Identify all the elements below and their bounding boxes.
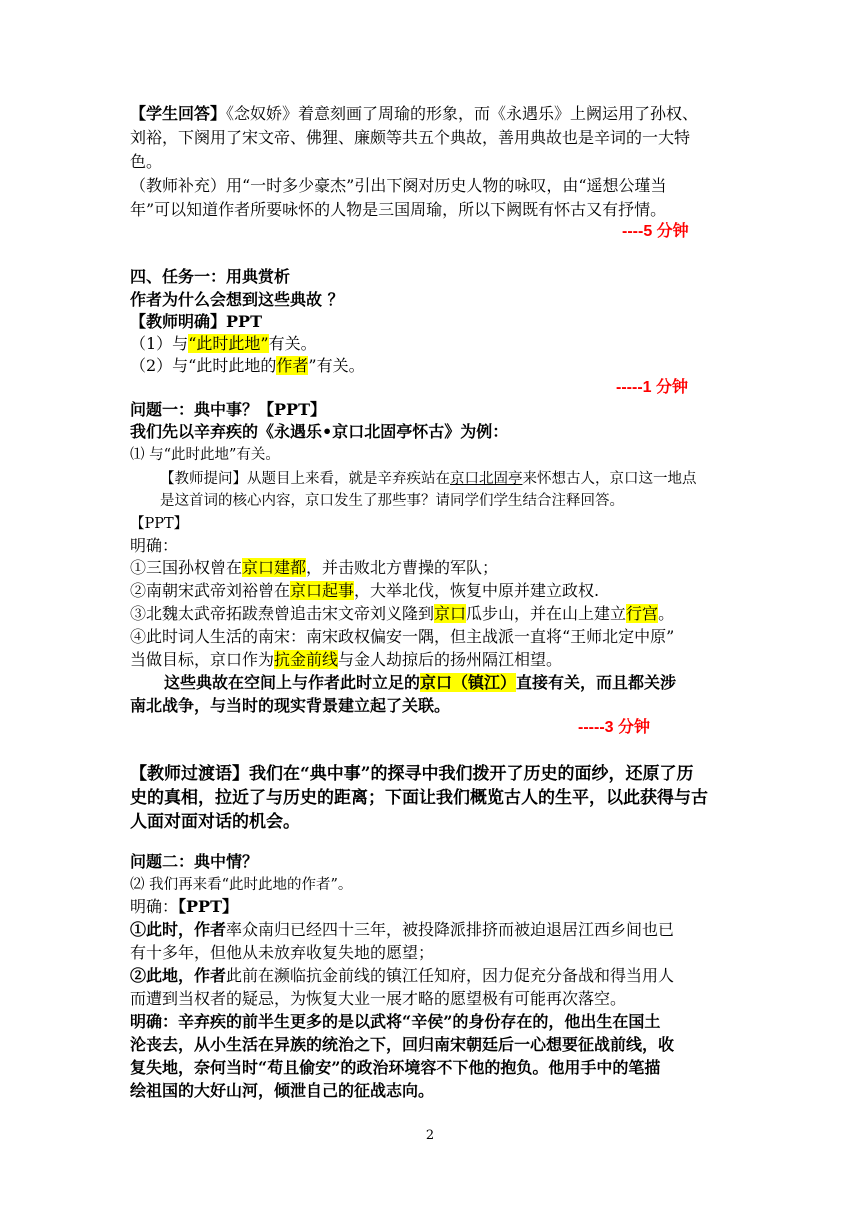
time-marker-5min: ----5 分钟 xyxy=(622,223,689,240)
student-answer-line-3: 色。 xyxy=(130,152,163,171)
clarify-item-1: （1）与“此时此地”有关。 xyxy=(130,334,317,353)
transition-line-1: 【教师过渡语】我们在“典中事”的探寻中我们拨开了历史的面纱，还原了历 xyxy=(130,764,694,784)
question-2-sub: ⑵ 我们再来看“此时此地的作者”。 xyxy=(130,877,353,893)
summary-line-2: 南北战争，与当时的现实背景建立起了关联。 xyxy=(130,696,451,715)
q2-point-b-line-1: ②此地，作者此前在濒临抗金前线的镇江任知府，因力促充分备战和得当用人 xyxy=(130,966,675,985)
page-number: 2 xyxy=(425,1128,435,1143)
q2-point-b-line-2: 而遭到当权者的疑忌，为恢复大业一展才略的愿望极有可能再次落空。 xyxy=(130,989,627,1008)
clarify-item-2: （2）与“此时此地的作者”有关。 xyxy=(130,356,365,375)
transition-line-3: 人面对面对话的机会。 xyxy=(130,812,300,832)
time-marker-1min: -----1 分钟 xyxy=(616,379,688,396)
ppt-label: 【PPT】 xyxy=(130,516,189,532)
teacher-clarify-label: 【教师明确】PPT xyxy=(130,312,262,331)
student-answer-line-1: 【学生回答】《念奴娇》着意刻画了周瑜的形象，而《永遇乐》上阙运用了孙权、 xyxy=(130,104,699,123)
question-1-title: 问题一：典中事？【PPT】 xyxy=(130,400,326,419)
teacher-supplement-line-2: 年”可以知道作者所要咏怀的人物是三国周瑜，所以下阙既有怀古又有抒情。 xyxy=(130,200,667,219)
q2-point-a-line-1: ①此时，作者率众南归已经四十三年，被投降派排挤而被迫退居江西乡间也已 xyxy=(130,920,675,939)
teacher-supplement-line-1: （教师补充）用“一时多少豪杰”引出下阕对历史人物的咏叹，由“遥想公瑾当 xyxy=(130,176,667,195)
transition-line-2: 史的真相，拉近了与历史的距离；下面让我们概览古人的生平，以此获得与古 xyxy=(130,788,708,808)
q2-point-a-line-2: 有十多年，但他从未放弃收复失地的愿望； xyxy=(130,943,435,962)
section-4-question: 作者为什么会想到这些典故 ？ xyxy=(130,290,344,309)
event-1: ①三国孙权曾在京口建都，并击败北方曹操的军队； xyxy=(130,558,499,577)
q2-conclusion-line-4: 绘祖国的大好山河，倾泄自己的征战志向。 xyxy=(130,1081,435,1100)
q2-mingque-ppt: 明确：【PPT】 xyxy=(130,897,238,916)
event-4-line-1: ④此时词人生活的南宋：南宋政权偏安一隅，但主战派一直将“王师北定中原” xyxy=(130,627,675,646)
teacher-ask-line-1: 【教师提问】从题目上来看，就是辛弃疾站在京口北固亭来怀想古人，京口这一地点 xyxy=(160,471,697,487)
question-1-intro: 我们先以辛弃疾的《永遇乐•京口北固亭怀古》为例： xyxy=(130,422,509,441)
event-3: ③北魏太武帝拓跋焘曾追击宋文帝刘义隆到京口瓜步山，并在山上建立行宫。 xyxy=(130,604,675,623)
event-2: ②南朝宋武帝刘裕曾在京口起事，大举北伐，恢复中原并建立政权. xyxy=(130,581,600,600)
section-4-heading: 四、任务一：用典赏析 xyxy=(130,267,291,286)
q2-conclusion-line-3: 复失地，奈何当时“苟且偷安”的政治环境容不下他的抱负。他用手中的笔描 xyxy=(130,1058,661,1077)
student-answer-line-2: 刘裕，下阕用了宋文帝、佛狸、廉颇等共五个典故，善用典故也是辛词的一大特 xyxy=(130,128,691,147)
question-1-sub-1: ⑴ 与“此时此地”有关。 xyxy=(130,447,280,463)
mingque-label: 明确： xyxy=(130,536,179,555)
question-2-title: 问题二：典中情？ xyxy=(130,852,259,871)
time-marker-3min: -----3 分钟 xyxy=(578,719,650,736)
q2-conclusion-line-2: 沦丧去，从小生活在异族的统治之下，回归南宋朝廷后一心想要征战前线，收 xyxy=(130,1035,675,1054)
event-4-line-2: 当做目标，京口作为抗金前线与金人劫掠后的扬州隔江相望。 xyxy=(130,650,563,669)
q2-conclusion-line-1: 明确：辛弃疾的前半生更多的是以武将“辛侯”的身份存在的，他出生在国土 xyxy=(130,1012,661,1031)
summary-line-1: 这些典故在空间上与作者此时立足的京口（镇江）直接有关，而且都关涉 xyxy=(164,673,677,692)
teacher-ask-line-2: 是这首词的核心内容，京口发生了那些事？请同学们学生结合注释回答。 xyxy=(160,493,624,509)
